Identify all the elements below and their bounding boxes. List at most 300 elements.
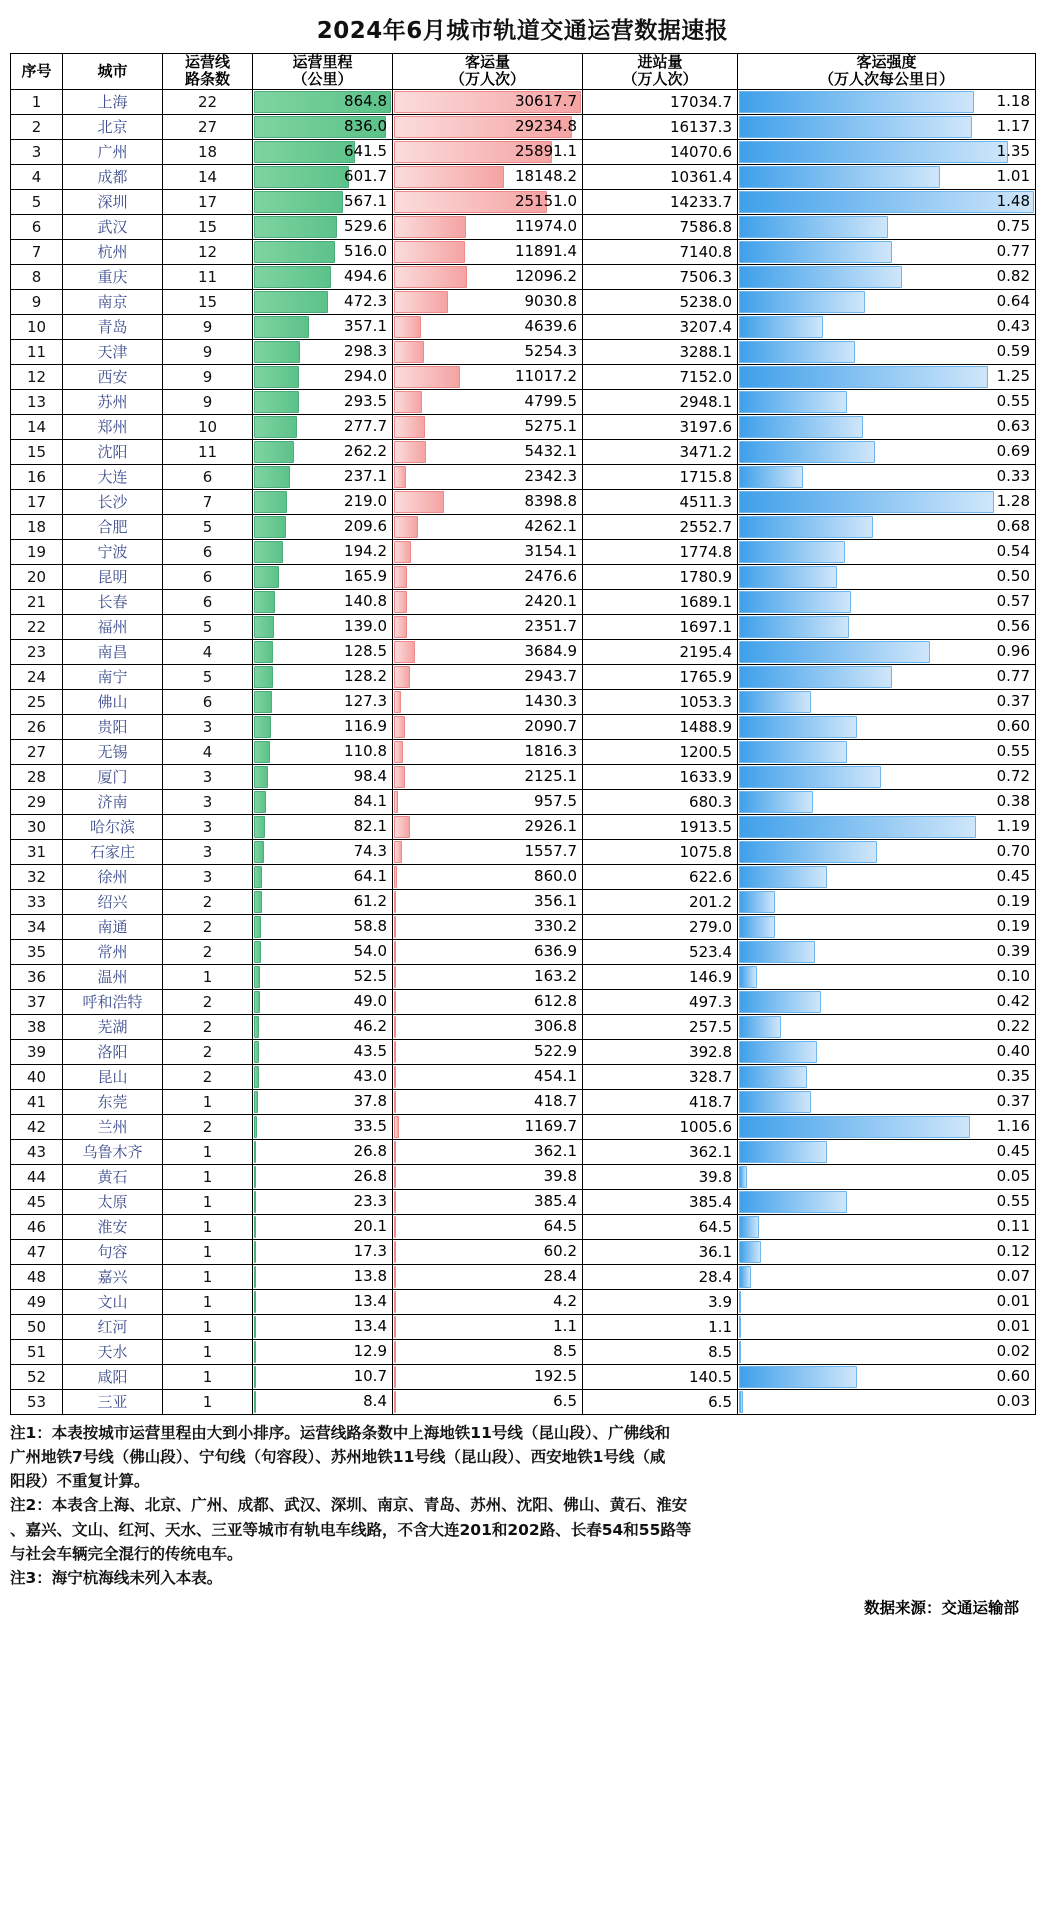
row-line-count: 2 <box>163 989 253 1014</box>
row-passenger-volume-value: 612.8 <box>534 992 577 1010</box>
row-city: 红河 <box>63 1314 163 1339</box>
row-passenger-intensity <box>738 489 1036 514</box>
row-index: 52 <box>11 1364 63 1389</box>
row-passenger-intensity-value: 0.72 <box>996 767 1030 785</box>
row-city: 无锡 <box>63 739 163 764</box>
row-operating-km <box>253 89 393 114</box>
table-row <box>11 1164 1036 1189</box>
row-city: 武汉 <box>63 214 163 239</box>
row-passenger-volume <box>393 614 583 639</box>
row-operating-km <box>253 214 393 239</box>
row-passenger-volume-value: 860.0 <box>534 867 577 885</box>
table-row <box>11 1089 1036 1114</box>
row-operating-km-value: 293.5 <box>344 392 387 410</box>
col-header-passengers-label-2: （万人次） <box>449 70 525 89</box>
row-entry-volume: 14070.6 <box>583 139 738 164</box>
row-passenger-intensity <box>738 1264 1036 1289</box>
row-city: 嘉兴 <box>63 1264 163 1289</box>
row-passenger-volume <box>393 364 583 389</box>
row-line-count: 4 <box>163 739 253 764</box>
row-passenger-intensity-value: 0.77 <box>996 242 1030 260</box>
row-line-count: 15 <box>163 289 253 314</box>
table-row <box>11 1289 1036 1314</box>
row-operating-km <box>253 889 393 914</box>
row-entry-volume: 16137.3 <box>583 114 738 139</box>
row-entry-volume: 3207.4 <box>583 314 738 339</box>
row-entry-volume: 1053.3 <box>583 689 738 714</box>
row-passenger-volume-value: 6.5 <box>553 1392 577 1410</box>
row-line-count: 5 <box>163 664 253 689</box>
row-operating-km-value: 194.2 <box>344 542 387 560</box>
row-passenger-intensity-value: 0.50 <box>996 567 1030 585</box>
row-city: 文山 <box>63 1289 163 1314</box>
row-passenger-intensity <box>738 1139 1036 1164</box>
row-passenger-intensity-value: 0.45 <box>996 867 1030 885</box>
row-operating-km-value: 864.8 <box>344 92 387 110</box>
row-index: 40 <box>11 1064 63 1089</box>
note-2-line-1: 注2：本表含上海、北京、广州、成都、武汉、深圳、南京、青岛、苏州、沈阳、佛山、黄石、淮安 <box>10 1496 688 1515</box>
row-passenger-intensity <box>738 1314 1036 1339</box>
row-passenger-volume <box>393 189 583 214</box>
table-row <box>11 1364 1036 1389</box>
row-index: 24 <box>11 664 63 689</box>
row-passenger-intensity <box>738 1164 1036 1189</box>
row-passenger-volume <box>393 1389 583 1414</box>
row-city: 黄石 <box>63 1164 163 1189</box>
row-operating-km <box>253 639 393 664</box>
row-passenger-intensity <box>738 1214 1036 1239</box>
row-line-count: 9 <box>163 389 253 414</box>
row-index: 48 <box>11 1264 63 1289</box>
row-operating-km <box>253 914 393 939</box>
table-row <box>11 1014 1036 1039</box>
row-operating-km-value: 116.9 <box>344 717 387 735</box>
row-operating-km <box>253 764 393 789</box>
row-entry-volume: 328.7 <box>583 1064 738 1089</box>
row-city: 天津 <box>63 339 163 364</box>
row-entry-volume: 2948.1 <box>583 389 738 414</box>
row-index: 32 <box>11 864 63 889</box>
table-row <box>11 439 1036 464</box>
row-index: 47 <box>11 1239 63 1264</box>
row-operating-km <box>253 814 393 839</box>
row-passenger-volume-value: 11891.4 <box>514 242 577 260</box>
row-operating-km-value: 494.6 <box>344 267 387 285</box>
row-passenger-volume <box>393 1039 583 1064</box>
row-city: 石家庄 <box>63 839 163 864</box>
row-passenger-volume <box>393 264 583 289</box>
row-passenger-volume-value: 2926.1 <box>524 817 577 835</box>
row-passenger-volume-value: 64.5 <box>543 1217 577 1235</box>
row-passenger-intensity <box>738 714 1036 739</box>
row-operating-km <box>253 1039 393 1064</box>
row-operating-km <box>253 1014 393 1039</box>
row-operating-km-value: 298.3 <box>344 342 387 360</box>
row-operating-km <box>253 739 393 764</box>
note-1-line-2: 广州地铁7号线（佛山段）、宁句线（句容段）、苏州地铁11号线（昆山段）、西安地铁1号线（咸 <box>10 1447 666 1466</box>
row-city: 大连 <box>63 464 163 489</box>
row-passenger-intensity-value: 0.68 <box>996 517 1030 535</box>
row-city: 南昌 <box>63 639 163 664</box>
row-index: 44 <box>11 1164 63 1189</box>
row-passenger-volume-value: 2476.6 <box>524 567 577 585</box>
row-line-count: 1 <box>163 1089 253 1114</box>
table-row <box>11 1314 1036 1339</box>
row-index: 9 <box>11 289 63 314</box>
row-passenger-volume-value: 5432.1 <box>524 442 577 460</box>
row-index: 5 <box>11 189 63 214</box>
row-passenger-intensity-value: 0.19 <box>996 917 1030 935</box>
row-operating-km <box>253 314 393 339</box>
row-passenger-volume-value: 30617.7 <box>514 92 577 110</box>
row-passenger-volume <box>393 1014 583 1039</box>
row-line-count: 2 <box>163 1039 253 1064</box>
row-operating-km <box>253 1064 393 1089</box>
row-line-count: 2 <box>163 939 253 964</box>
row-city: 深圳 <box>63 189 163 214</box>
table-row <box>11 314 1036 339</box>
row-passenger-volume <box>393 1114 583 1139</box>
row-operating-km <box>253 864 393 889</box>
row-passenger-volume <box>393 414 583 439</box>
row-entry-volume: 385.4 <box>583 1189 738 1214</box>
row-line-count: 22 <box>163 89 253 114</box>
row-passenger-volume <box>393 939 583 964</box>
row-index: 12 <box>11 364 63 389</box>
row-line-count: 1 <box>163 1289 253 1314</box>
row-passenger-intensity-value: 0.82 <box>996 267 1030 285</box>
row-entry-volume: 418.7 <box>583 1089 738 1114</box>
note-2-line-2: 、嘉兴、文山、红河、天水、三亚等城市有轨电车线路，不含大连201和202路、长春54和55路等 <box>10 1520 692 1539</box>
row-passenger-intensity <box>738 1039 1036 1064</box>
row-passenger-intensity-value: 0.38 <box>996 792 1030 810</box>
row-passenger-intensity <box>738 1364 1036 1389</box>
row-operating-km-value: 209.6 <box>344 517 387 535</box>
row-passenger-intensity-value: 0.55 <box>996 392 1030 410</box>
col-header-index-label: 序号 <box>21 61 52 80</box>
row-passenger-volume <box>393 989 583 1014</box>
row-passenger-volume-value: 2125.1 <box>524 767 577 785</box>
row-line-count: 2 <box>163 1014 253 1039</box>
row-operating-km-value: 13.8 <box>353 1267 387 1285</box>
row-city: 乌鲁木齐 <box>63 1139 163 1164</box>
row-index: 18 <box>11 514 63 539</box>
table-row <box>11 164 1036 189</box>
row-operating-km <box>253 139 393 164</box>
row-passenger-intensity <box>738 339 1036 364</box>
row-passenger-volume-value: 2943.7 <box>524 667 577 685</box>
row-passenger-intensity <box>738 289 1036 314</box>
row-passenger-intensity-value: 0.42 <box>996 992 1030 1010</box>
row-operating-km <box>253 539 393 564</box>
row-operating-km <box>253 714 393 739</box>
row-index: 28 <box>11 764 63 789</box>
row-passenger-intensity <box>738 689 1036 714</box>
row-operating-km-value: 357.1 <box>344 317 387 335</box>
row-line-count: 1 <box>163 1189 253 1214</box>
table-row <box>11 1139 1036 1164</box>
row-passenger-volume-value: 5254.3 <box>524 342 577 360</box>
row-index: 21 <box>11 589 63 614</box>
row-entry-volume: 1689.1 <box>583 589 738 614</box>
row-operating-km-value: 43.0 <box>353 1067 387 1085</box>
row-index: 3 <box>11 139 63 164</box>
row-passenger-volume <box>393 814 583 839</box>
row-operating-km <box>253 564 393 589</box>
row-entry-volume: 1005.6 <box>583 1114 738 1139</box>
row-city: 重庆 <box>63 264 163 289</box>
col-header-intensity-label-2: （万人次每公里日） <box>818 70 954 89</box>
row-operating-km <box>253 839 393 864</box>
row-operating-km <box>253 1139 393 1164</box>
row-passenger-intensity-value: 0.22 <box>996 1017 1030 1035</box>
row-line-count: 9 <box>163 314 253 339</box>
row-passenger-intensity-value: 0.12 <box>996 1242 1030 1260</box>
row-passenger-volume <box>393 1339 583 1364</box>
row-passenger-intensity <box>738 664 1036 689</box>
row-passenger-volume-value: 9030.8 <box>524 292 577 310</box>
row-passenger-volume-value: 5275.1 <box>524 417 577 435</box>
row-passenger-volume-value: 306.8 <box>534 1017 577 1035</box>
row-operating-km <box>253 989 393 1014</box>
col-header-city-label: 城市 <box>97 61 128 80</box>
row-passenger-intensity-value: 0.40 <box>996 1042 1030 1060</box>
row-entry-volume: 7506.3 <box>583 264 738 289</box>
row-operating-km <box>253 1189 393 1214</box>
row-operating-km-value: 262.2 <box>344 442 387 460</box>
row-line-count: 11 <box>163 439 253 464</box>
row-index: 38 <box>11 1014 63 1039</box>
row-passenger-volume-value: 1816.3 <box>524 742 577 760</box>
row-index: 13 <box>11 389 63 414</box>
row-passenger-volume-value: 25151.0 <box>514 192 577 210</box>
row-passenger-volume-value: 29234.8 <box>514 117 577 135</box>
row-operating-km <box>253 289 393 314</box>
row-operating-km <box>253 339 393 364</box>
row-line-count: 3 <box>163 864 253 889</box>
col-header-intensity-label-1: 客运强度 <box>856 53 917 71</box>
row-passenger-volume-value: 4799.5 <box>524 392 577 410</box>
row-passenger-intensity-value: 1.17 <box>996 117 1030 135</box>
row-passenger-volume <box>393 689 583 714</box>
table-row <box>11 339 1036 364</box>
row-passenger-volume-value: 12096.2 <box>514 267 577 285</box>
row-line-count: 1 <box>163 964 253 989</box>
row-line-count: 27 <box>163 114 253 139</box>
row-passenger-intensity <box>738 1339 1036 1364</box>
row-passenger-volume-value: 3154.1 <box>524 542 577 560</box>
row-operating-km <box>253 789 393 814</box>
row-passenger-volume-value: 454.1 <box>534 1067 577 1085</box>
row-entry-volume: 7140.8 <box>583 239 738 264</box>
row-city: 青岛 <box>63 314 163 339</box>
row-city: 济南 <box>63 789 163 814</box>
row-passenger-volume-value: 4.2 <box>553 1292 577 1310</box>
row-city: 杭州 <box>63 239 163 264</box>
row-index: 19 <box>11 539 63 564</box>
row-operating-km-value: 165.9 <box>344 567 387 585</box>
row-line-count: 1 <box>163 1139 253 1164</box>
row-index: 15 <box>11 439 63 464</box>
table-row <box>11 789 1036 814</box>
row-entry-volume: 523.4 <box>583 939 738 964</box>
row-operating-km <box>253 1214 393 1239</box>
row-line-count: 6 <box>163 564 253 589</box>
row-index: 30 <box>11 814 63 839</box>
row-operating-km-value: 43.5 <box>353 1042 387 1060</box>
row-passenger-volume <box>393 1364 583 1389</box>
col-header-km <box>253 54 393 90</box>
table-row <box>11 1389 1036 1414</box>
row-operating-km <box>253 464 393 489</box>
row-city: 咸阳 <box>63 1364 163 1389</box>
row-passenger-volume <box>393 514 583 539</box>
row-passenger-intensity-value: 0.39 <box>996 942 1030 960</box>
row-operating-km-value: 139.0 <box>344 617 387 635</box>
row-passenger-intensity <box>738 389 1036 414</box>
row-passenger-volume-value: 25891.1 <box>514 142 577 160</box>
row-line-count: 1 <box>163 1239 253 1264</box>
row-line-count: 2 <box>163 1064 253 1089</box>
row-line-count: 3 <box>163 814 253 839</box>
row-passenger-intensity <box>738 139 1036 164</box>
table-row <box>11 664 1036 689</box>
row-passenger-volume <box>393 864 583 889</box>
row-line-count: 14 <box>163 164 253 189</box>
row-passenger-volume <box>393 339 583 364</box>
row-passenger-intensity-value: 0.59 <box>996 342 1030 360</box>
row-operating-km-value: 128.5 <box>344 642 387 660</box>
row-passenger-intensity <box>738 1064 1036 1089</box>
row-operating-km-value: 58.8 <box>353 917 387 935</box>
row-passenger-volume <box>393 1289 583 1314</box>
row-entry-volume: 1715.8 <box>583 464 738 489</box>
row-index: 29 <box>11 789 63 814</box>
row-passenger-intensity-value: 0.03 <box>996 1392 1030 1410</box>
row-passenger-volume <box>393 1164 583 1189</box>
row-operating-km-value: 26.8 <box>353 1142 387 1160</box>
row-passenger-intensity <box>738 364 1036 389</box>
row-operating-km <box>253 414 393 439</box>
row-line-count: 5 <box>163 514 253 539</box>
row-city: 绍兴 <box>63 889 163 914</box>
row-entry-volume: 3.9 <box>583 1289 738 1314</box>
row-passenger-intensity <box>738 564 1036 589</box>
row-passenger-intensity-value: 0.01 <box>996 1292 1030 1310</box>
row-passenger-intensity-value: 0.75 <box>996 217 1030 235</box>
table-row <box>11 589 1036 614</box>
row-entry-volume: 14233.7 <box>583 189 738 214</box>
row-passenger-volume-value: 8.5 <box>553 1342 577 1360</box>
row-city: 东莞 <box>63 1089 163 1114</box>
col-header-entries-label-2: （万人次） <box>622 70 698 89</box>
row-passenger-volume <box>393 714 583 739</box>
row-index: 53 <box>11 1389 63 1414</box>
row-passenger-intensity-value: 0.54 <box>996 542 1030 560</box>
row-passenger-volume <box>393 789 583 814</box>
row-passenger-volume <box>393 1089 583 1114</box>
row-line-count: 3 <box>163 839 253 864</box>
row-passenger-intensity-value: 1.28 <box>996 492 1030 510</box>
row-entry-volume: 2552.7 <box>583 514 738 539</box>
row-passenger-intensity-value: 0.45 <box>996 1142 1030 1160</box>
row-operating-km <box>253 614 393 639</box>
row-passenger-volume-value: 1557.7 <box>524 842 577 860</box>
table-row <box>11 989 1036 1014</box>
row-passenger-intensity <box>738 114 1036 139</box>
row-line-count: 2 <box>163 889 253 914</box>
row-city: 佛山 <box>63 689 163 714</box>
row-passenger-volume-value: 330.2 <box>534 917 577 935</box>
row-passenger-intensity-value: 0.37 <box>996 1092 1030 1110</box>
row-passenger-volume-value: 8398.8 <box>524 492 577 510</box>
row-operating-km-value: 601.7 <box>344 167 387 185</box>
row-passenger-volume <box>393 139 583 164</box>
col-header-entries-label-1: 进站量 <box>637 53 683 71</box>
row-operating-km-value: 54.0 <box>353 942 387 960</box>
row-line-count: 9 <box>163 339 253 364</box>
row-entry-volume: 279.0 <box>583 914 738 939</box>
row-line-count: 10 <box>163 414 253 439</box>
row-operating-km-value: 20.1 <box>353 1217 387 1235</box>
table-row <box>11 389 1036 414</box>
table-row <box>11 714 1036 739</box>
row-passenger-volume-value: 1.1 <box>553 1317 577 1335</box>
row-passenger-intensity-value: 0.37 <box>996 692 1030 710</box>
row-index: 6 <box>11 214 63 239</box>
row-passenger-intensity <box>738 1189 1036 1214</box>
row-city: 句容 <box>63 1239 163 1264</box>
row-passenger-intensity-value: 1.25 <box>996 367 1030 385</box>
row-operating-km-value: 12.9 <box>353 1342 387 1360</box>
row-line-count: 15 <box>163 214 253 239</box>
row-index: 45 <box>11 1189 63 1214</box>
row-city: 南通 <box>63 914 163 939</box>
row-operating-km <box>253 1164 393 1189</box>
row-operating-km-value: 23.3 <box>353 1192 387 1210</box>
row-passenger-intensity-value: 1.18 <box>996 92 1030 110</box>
row-passenger-volume-value: 1169.7 <box>524 1117 577 1135</box>
row-passenger-intensity-value: 0.11 <box>996 1217 1030 1235</box>
row-passenger-volume-value: 11974.0 <box>514 217 577 235</box>
row-passenger-volume-value: 39.8 <box>543 1167 577 1185</box>
row-entry-volume: 36.1 <box>583 1239 738 1264</box>
row-passenger-intensity <box>738 1289 1036 1314</box>
row-entry-volume: 3288.1 <box>583 339 738 364</box>
row-operating-km-value: 82.1 <box>353 817 387 835</box>
row-index: 43 <box>11 1139 63 1164</box>
row-passenger-volume <box>393 639 583 664</box>
row-line-count: 1 <box>163 1339 253 1364</box>
row-passenger-intensity <box>738 639 1036 664</box>
row-passenger-intensity-value: 0.10 <box>996 967 1030 985</box>
row-line-count: 6 <box>163 689 253 714</box>
table-row <box>11 1214 1036 1239</box>
row-passenger-volume-value: 636.9 <box>534 942 577 960</box>
row-passenger-intensity <box>738 739 1036 764</box>
table-row <box>11 689 1036 714</box>
row-city: 长春 <box>63 589 163 614</box>
col-header-lines <box>163 54 253 90</box>
note-1-line-3: 阳段）不重复计算。 <box>10 1472 150 1490</box>
table-row <box>11 889 1036 914</box>
row-passenger-intensity-value: 0.69 <box>996 442 1030 460</box>
row-entry-volume: 1.1 <box>583 1314 738 1339</box>
row-line-count: 1 <box>163 1314 253 1339</box>
table-row <box>11 839 1036 864</box>
row-line-count: 3 <box>163 789 253 814</box>
note-2-line-3: 与社会车辆完全混行的传统电车。 <box>10 1544 243 1563</box>
